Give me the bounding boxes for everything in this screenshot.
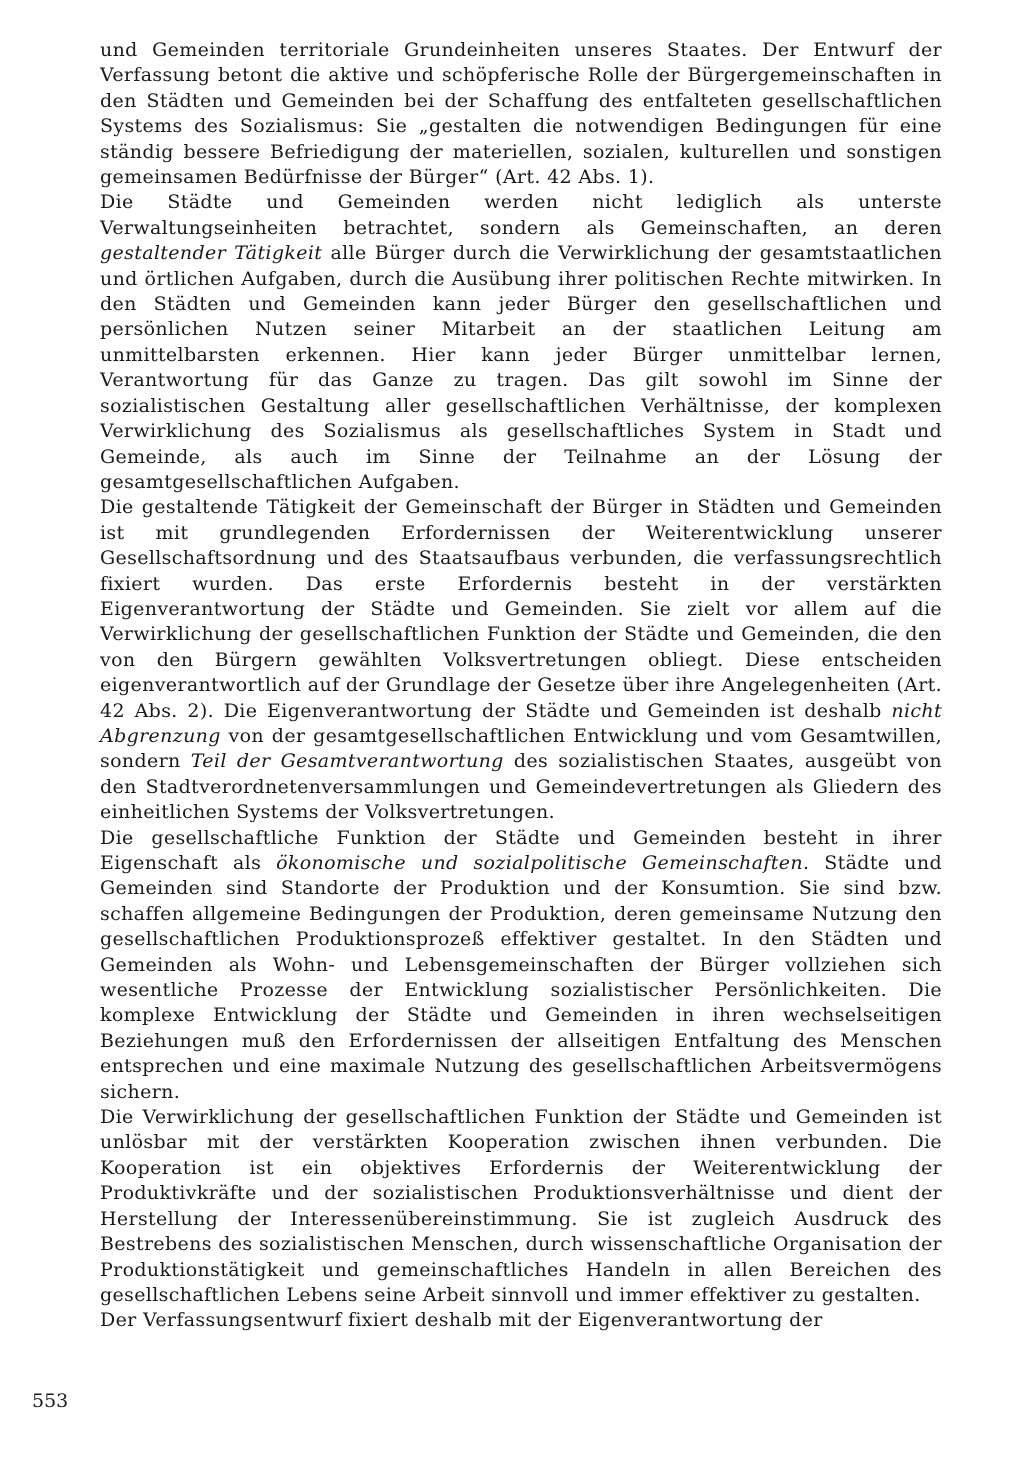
text-run: Der Verfassungsentwurf fixiert deshalb mit der Eigenverantwortung der <box>100 1309 823 1332</box>
text-run: und Gemeinden territoriale Grundeinheiten unseres Staates. Der Entwurf der Verfassung betont die aktive und schöpferische Rolle der Bürgergemeinschaften in den Städten und Gemeinden bei der Schaffung des entfalteten gesellschaftlichen Systems des Sozialismus: Sie „gestalten die notwendigen Bedingungen für eine ständig bessere Befriedigung der materiellen, sozialen, kulturellen und sonstigen gemeinsamen Bedürfnisse der Bürger“ (Art. 42 Abs. 1). <box>100 39 942 189</box>
emphasis-text: nicht Abgrenzung <box>100 699 942 747</box>
paragraph <box>100 826 942 1105</box>
text-run: Städte und Gemeinden sind Standorte der Produktion und der Konsumtion. Sie sind bzw. schaffen allgemeine Bedingungen der Produktion, deren gemeinsame Nutzung den gesellschaftlichen Produktionsprozeß effektiver gestaltet. In den Städten und Gemeinden als Wohn- und Lebensgemeinschaften der Bürger vollziehen sich wesentliche Prozesse der Entwicklung sozialistischer Persönlichkeiten. Die komplexe Entwicklung der Städte und Gemeinden in ihren wechselseitigen Beziehungen muß den Erfordernissen der allseitigen Entfaltung des Menschen entsprechen und eine maximale Nutzung des gesellschaftlichen Arbeitsvermögens sichern. <box>100 852 942 1103</box>
text-run: Die Verwirklichung der gesellschaftlichen Funktion der Städte und Gemeinden ist unlösbar mit der verstärkten Kooperation zwischen ihnen verbunden. Die Kooperation ist ein objektives Erfordernis der Weiterentwicklung der Produktivkräfte und der sozialistischen Produktionsverhältnisse und dient der Herstellung der Interessenübereinstimmung. Sie ist zugleich Ausdruck des Bestrebens des sozialistischen Menschen, durch wissenschaftliche Organisation der Produktionstätigkeit und gemeinschaftliches Handeln in allen Bereichen des gesellschaftlichen Lebens seine Arbeit sinnvoll und immer effektiver zu gestalten. <box>100 1106 942 1306</box>
emphasis-text: ökonomische und sozialpolitische Gemeinschaften. <box>276 852 810 874</box>
paragraph <box>100 495 942 825</box>
text-run: von der gesamtgesellschaftlichen Entwicklung und vom Gesamtwillen, sondern <box>100 724 942 773</box>
paragraph <box>100 1105 942 1308</box>
document-body <box>100 38 942 1334</box>
paragraph <box>100 190 942 495</box>
text-run: alle Bürger durch die Verwirklichung der gesamtstaatlichen und örtlichen Aufgaben, durch die Ausübung ihrer politischen Rechte mitwirken. In den Städten und Gemeinden kann jeder Bürger den gesellschaftlichen und persönlichen Nutzen seiner Mitarbeit an der staatlichen Leitung am unmittelbarsten erkennen. Hier kann jeder Bürger unmittelbar lernen, Verantwortung für das Ganze zu tragen. Das gilt sowohl im Sinne der sozialistischen Gestaltung aller gesellschaftlichen Verhältnisse, der komplexen Verwirklichung des Sozialismus als gesellschaftliches System in Stadt und Gemeinde, als auch im Sinne der Teilnahme an der Lösung der gesamtgesellschaftlichen Aufgaben. <box>100 242 942 493</box>
text-run: Die gestaltende Tätigkeit der Gemeinschaft der Bürger in Städten und Gemeinden ist mit grundlegenden Erfordernissen der Weiterentwicklung unserer Gesellschaftsordnung und des Staatsaufbaus verbunden, die verfassungsrechtlich fixiert wurden. Das erste Erfordernis besteht in der verstärkten Eigenverantwortung der Städte und Gemeinden. Sie zielt vor allem auf die Verwirklichung der gesellschaftlichen Funktion der Städte und Gemeinden, die den von den Bürgern gewählten Volksvertretungen obliegt. Diese entscheiden eigenverantwortlich auf der Grundlage der Gesetze über ihre Angelegenheiten (Art. 42 Abs. 2). Die Eigenverantwortung der Städte und Gemeinden ist deshalb <box>100 496 942 722</box>
page-number: 553 <box>32 1390 69 1412</box>
emphasis-text: gestaltender Tätigkeit <box>100 242 323 265</box>
text-run: Die gesellschaftliche Funktion der Städte und Gemeinden besteht in ihrer Eigenschaft als <box>100 826 942 874</box>
emphasis-text: Teil der Gesamtverantwortung <box>190 750 504 773</box>
paragraph <box>100 38 942 190</box>
text-run: des sozialistischen Staates, ausgeübt von den Stadtverordnetenversammlungen und Gemeindevertretungen als Gliedern des einheitlichen Systems der Volksvertretungen. <box>100 750 942 824</box>
paragraph <box>100 1308 942 1333</box>
text-run: Die Städte und Gemeinden werden nicht lediglich als unterste Verwaltungseinheiten betrachtet, sondern als Gemeinschaften, an deren <box>100 191 942 239</box>
